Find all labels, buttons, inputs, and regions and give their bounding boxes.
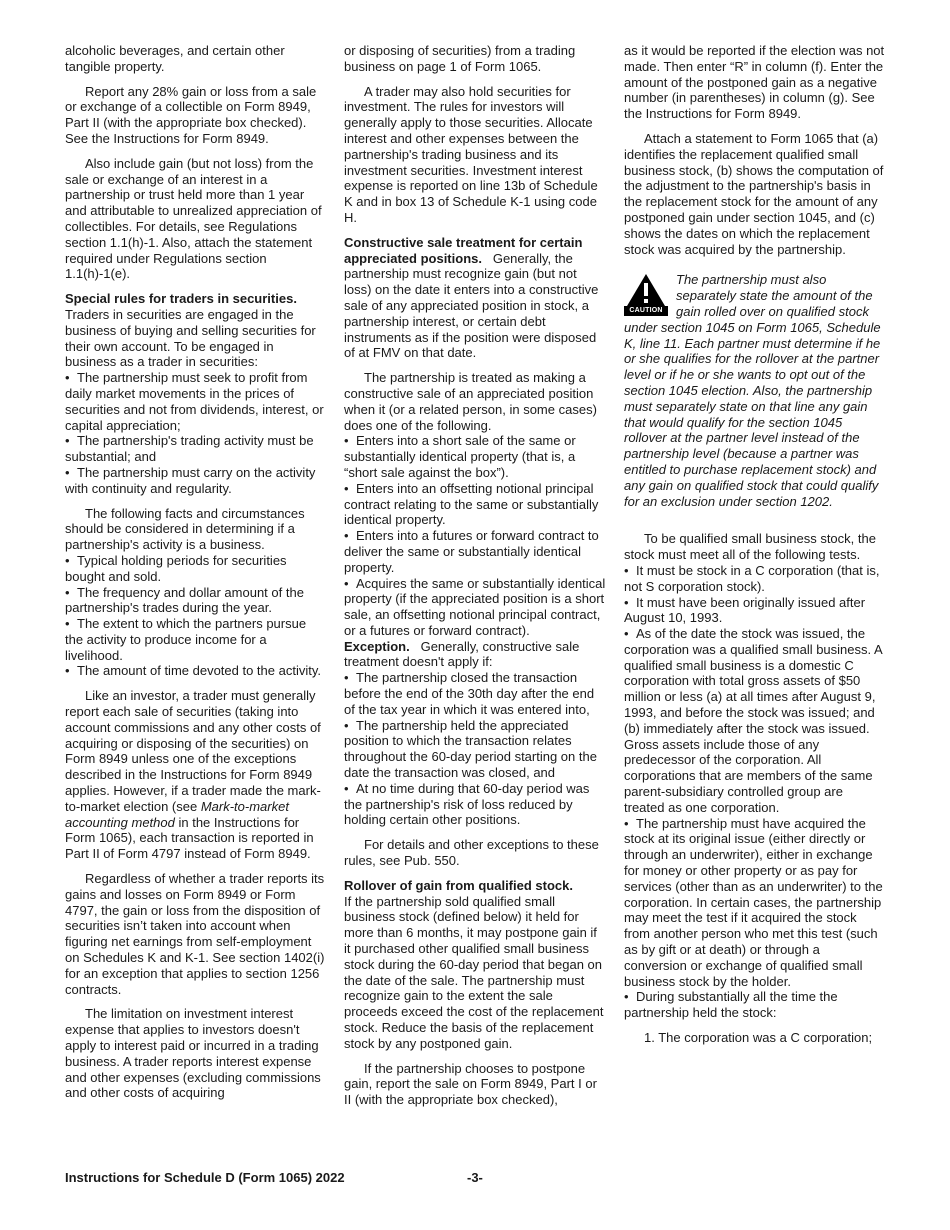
list-item: • The partnership must carry on the activity with continuity and regularity.	[65, 465, 327, 497]
list-item: • The extent to which the partners pursue the activity to produce income for a livelihood.	[65, 616, 327, 663]
column-3	[624, 43, 886, 1046]
column-1	[65, 43, 327, 1101]
paragraph: Also include gain (but not loss) from the sale or exchange of an interest in a partnership or trust held more than 1 year and attributable to unrealized appreciation of collectibles. For details, see Regulations section 1.1(h)-1. Also, attach the statement required under Regulations section 1.1(h)-1(e).	[65, 155, 322, 282]
section-heading: Rollover of gain from qualified stock.	[344, 877, 573, 893]
caution-note	[624, 272, 886, 509]
list-item: • Acquires the same or substantially identical property (if the appreciated position is a short sale, an offsetting notional principal contract, or a futures or forward contract).	[344, 576, 606, 639]
paragraph: Generally, constructive sale treatment doesn't apply if:	[344, 638, 580, 670]
exception-section	[344, 639, 606, 671]
list-item: • Enters into a futures or forward contract to deliver the same or substantially identical property.	[344, 528, 606, 575]
rollover-section	[344, 878, 606, 1052]
bullet-list	[344, 433, 606, 638]
paragraph: If the partnership sold qualified small business stock (defined below) it held for more than 6 months, it may postpone gain if it purchased other qualified small business stock during the 60-day period that began on the date of the sale. The partnership must recognize gain to the extent the sale proceeds exceed the cost of the replacement stock. Reduce the basis of the replacement stock by any postponed gain.	[344, 893, 604, 1051]
paragraph	[65, 688, 327, 862]
list-item: • The partnership held the appreciated position to which the transaction relates throughout the 60-day period starting on the date the transaction was closed, and	[344, 718, 606, 781]
list-item: • It must have been originally issued after August 10, 1993.	[624, 595, 886, 627]
numbered-item: 1. The corporation was a C corporation;	[644, 1030, 873, 1046]
paragraph: Report any 28% gain or loss from a sale or exchange of a collectible on Form 8949, Part II (with the appropriate box checked). See the Instructions for Form 8949.	[65, 83, 317, 146]
bullet-list	[624, 563, 886, 1021]
paragraph: The following facts and circumstances should be considered in determining if a partnership's activity is a business.	[65, 505, 305, 553]
bullet-list	[344, 670, 606, 828]
list-item: • Enters into a short sale of the same or substantially identical property (that is, a “short sale against the box”).	[344, 433, 606, 480]
list-item: • Enters into an offsetting notional principal contract relating to the same or substantially identical property.	[344, 481, 606, 528]
traders-section	[65, 291, 327, 370]
section-heading: Exception.	[344, 638, 410, 654]
paragraph: or disposing of securities) from a trading business on page 1 of Form 1065.	[344, 43, 576, 74]
paragraph: A trader may also hold securities for investment. The rules for investors will generally apply to those securities. Allocate interest and other expenses between the partnership's trading business and its investment securities. Investment interest expense is reported on line 13b of Schedule K and in box 13 of Schedule K-1 using code H.	[344, 83, 598, 225]
list-item: • At no time during that 60-day period was the partnership's risk of loss reduced by holding certain other positions.	[344, 781, 606, 828]
paragraph: The limitation on investment interest expense that applies to investors doesn't apply to interest paid or incurred in a trading business. A trader reports interest expense and other expenses (excluding commissions and other costs of acquiring	[65, 1006, 321, 1101]
list-item: • During substantially all the time the partnership held the stock:	[624, 989, 886, 1021]
paragraph: alcoholic beverages, and certain other tangible property.	[65, 43, 285, 74]
list-item: • The partnership closed the transaction before the end of the 30th day after the end of the tax year in which it was entered into,	[344, 670, 606, 717]
list-item: • The partnership's trading activity must be substantial; and	[65, 433, 327, 465]
paragraph: The partnership is treated as making a constructive sale of an appreciated position when it (or a related person, in some cases) does one of the following.	[344, 370, 597, 433]
warning-triangle-icon	[626, 273, 666, 307]
caution-label: CAUTION	[624, 306, 668, 316]
list-item: • As of the date the stock was issued, the corporation was a qualified small business. A qualified small business is a domestic C corporation with total gross assets of $50 million or less (a) at all times after August 9, 1993, and before the stock was issued; and (b) immediately after the stock was issued. Gross assets include those of any predecessor of the corporation. All corporations that are members of the same parent-subsidiary controlled group are treated as one corporation.	[624, 626, 886, 816]
list-item: • The amount of time devoted to the activity.	[65, 663, 327, 679]
italic-reference: Mark-to-market accounting method	[65, 798, 289, 830]
paragraph: Regardless of whether a trader reports its gains and losses on Form 8949 or Form 4797, the gain or loss from the disposition of securities isn’t taken into account when figuring net earnings from self-employment on Schedules K and K-1. See section 1402(i) for an exception that applies to section 1256 contracts.	[65, 871, 325, 997]
column-2	[344, 43, 606, 1108]
paragraph: For details and other exceptions to these rules, see Pub. 550.	[344, 837, 599, 869]
caution-icon	[624, 273, 670, 316]
footer-title: Instructions for Schedule D (Form 1065) 2022	[65, 1170, 345, 1185]
list-item: • The frequency and dollar amount of the partnership's trades during the year.	[65, 585, 327, 617]
paragraph: Attach a statement to Form 1065 that (a) identifies the replacement qualified small business stock, (b) shows the computation of the adjustment to the partnership's basis in the replacement stock for the amount of any postponed gain under section 1045, and (c) shows the dates on which the replacement stock was acquired by the partnership.	[624, 130, 884, 257]
section-heading: Constructive sale treatment for certain appreciated positions.	[344, 234, 583, 266]
bullet-list	[65, 553, 327, 679]
paragraph: as it would be reported if the election was not made. Then enter “R” in column (f). Enter the amount of the postponed gain as a negative number (in parentheses) in column (g). See the Instructions for Form 8949.	[624, 43, 885, 122]
paragraph: Generally, the partnership must recognize gain (but not loss) on the date it enters into a constructive sale of any appreciated position in stock, a partnership interest, or certain debt instruments as if the position were disposed of at FMV on that date.	[344, 250, 599, 361]
list-item: • The partnership must seek to profit from daily market movements in the prices of securities and not from dividends, interest, or capital appreciation;	[65, 370, 327, 433]
text-run: Like an investor, a trader must generally report each sale of securities (taking into account commissions and any other costs of acquiring or disposing of the securities) on Form 8949 unless one of the exceptions described in the Instructions for Form 8949 applies. However, if a trader made the mark-to-market election (see	[65, 688, 321, 814]
page-number: -3-	[467, 1170, 483, 1185]
section-heading: Special rules for traders in securities.	[65, 291, 297, 307]
list-item: • The partnership must have acquired the stock at its original issue (either directly or through an underwriter), either in exchange for money or other property or as pay for services (other than as an underwriter) to the corporation. In certain cases, the partnership may meet the test if it acquired the stock from another person who met this test (such as by gift or at death) or through a conversion or exchange of qualified small business stock by the holder.	[624, 816, 886, 990]
bullet-list	[65, 370, 327, 496]
paragraph: To be qualified small business stock, the stock must meet all of the following tests.	[624, 531, 876, 563]
list-item: • It must be stock in a C corporation (that is, not S corporation stock).	[624, 563, 886, 595]
paragraph: If the partnership chooses to postpone gain, report the sale on Form 8949, Part I or II (with the appropriate box checked),	[344, 1060, 597, 1108]
paragraph: Traders in securities are engaged in the business of buying and selling securities for their own account. To be engaged in business as a trader in securities:	[65, 306, 316, 370]
list-item: • Typical holding periods for securities bought and sold.	[65, 553, 327, 585]
constructive-section	[344, 235, 606, 361]
text-run: in the Instructions for Form 1065), each transaction is reported in Part II of Form 4797 instead of Form 8949.	[65, 814, 314, 862]
page-footer	[65, 1170, 885, 1188]
caution-text: The partnership must also separately state the amount of the gain rolled over on qualified stock under section 1045 on Form 1065, Schedule K, line 11. Each partner must determine if he or she qualifies for the rollover at the partner level or if he or she wants to opt out of the section 1045 election. Also, the partnership must separately state on that line any gain that would qualify for the section 1045 rollover at the partner level instead of the partnership level (because a partner was entitled to purchase replacement stock) and any gain on qualified stock that could qualify for an exclusion under section 1202.	[624, 272, 881, 509]
